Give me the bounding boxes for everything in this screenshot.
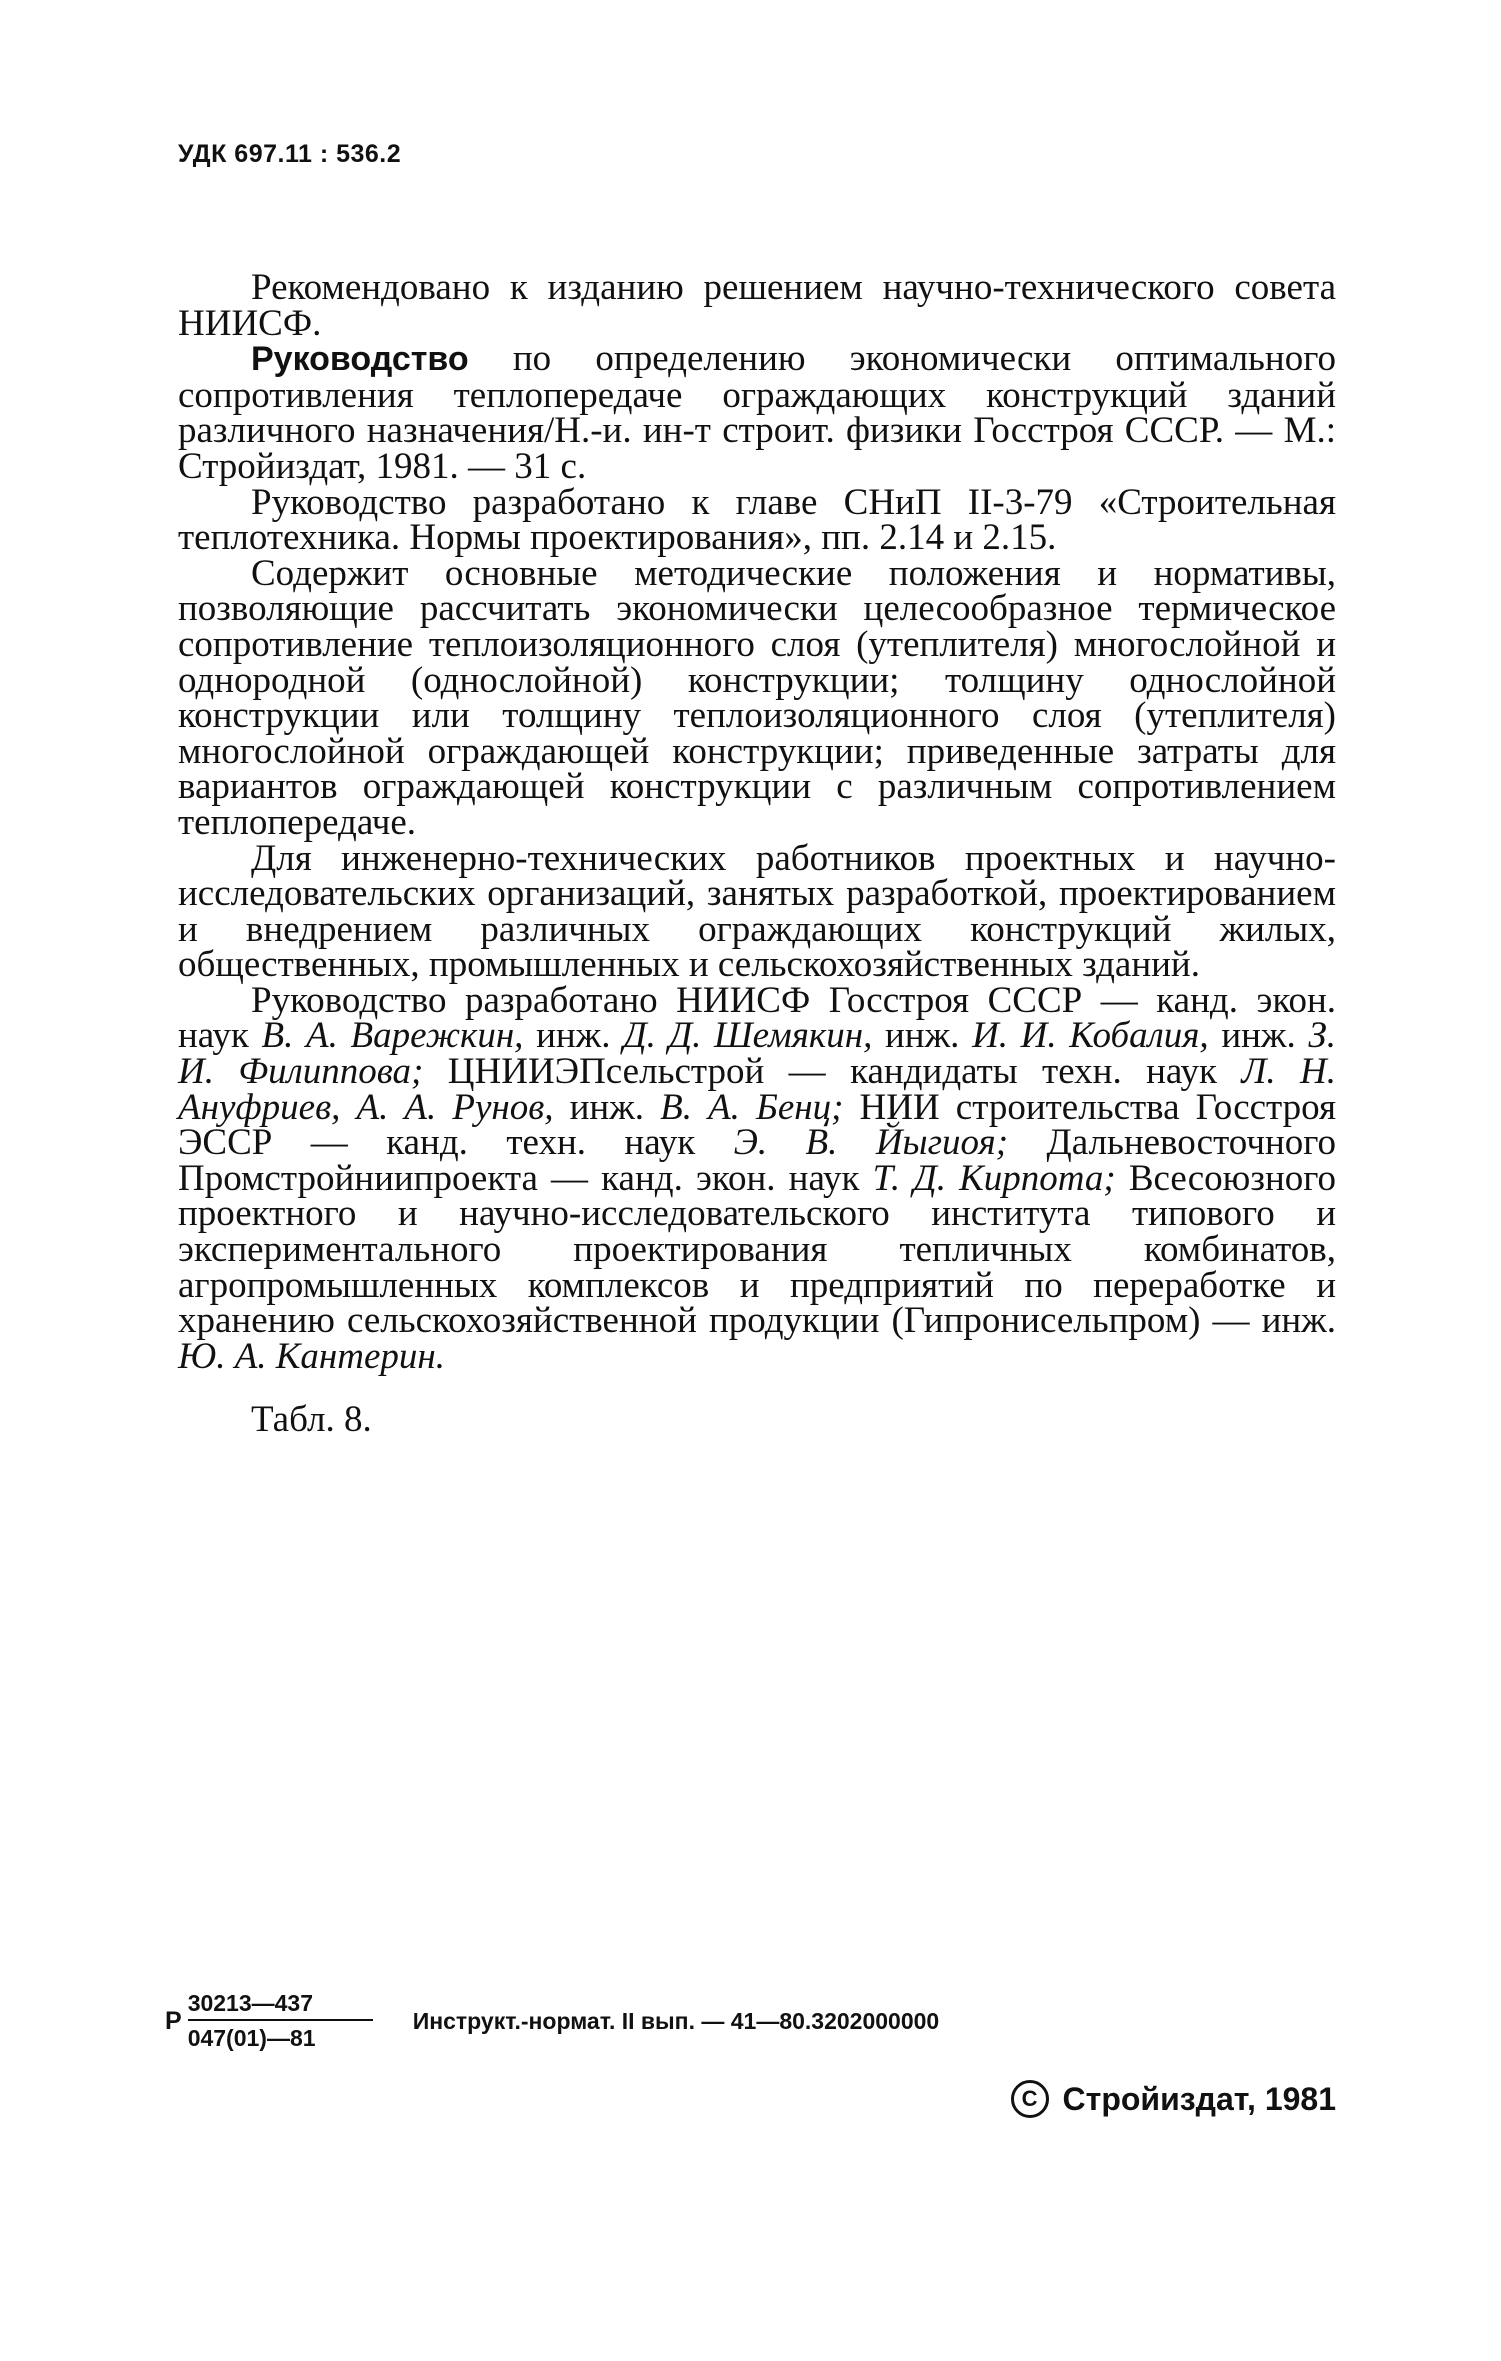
- imprint-denominator: 047(01)—81: [187, 2025, 316, 2051]
- copyright-line: [1011, 2080, 1336, 2118]
- imprint-letter: Р: [165, 2006, 182, 2035]
- developed-for-paragraph: Руководство разработано к главе СНиП II-3-79 «Строительная теплотехника. Нормы проектирования», пп. 2.14 и 2.15.: [178, 481, 1336, 559]
- author-name: Л. Н. Ануфриев, А. А. Рунов,: [178, 1051, 1336, 1128]
- author-name: Т. Д. Кирпота;: [872, 1157, 1116, 1199]
- author-name: В. А. Бенц;: [660, 1086, 844, 1128]
- authors-text: Руководство разработано НИИСФ Госстроя СССР — канд. экон. наук: [178, 979, 1336, 1057]
- bibliographic-paragraph: [178, 338, 1336, 487]
- imprint-text: Инструкт.-нормат. II вып. — 41—80.3202000000: [412, 2007, 940, 2034]
- author-name: Д. Д. Шемякин,: [623, 1015, 873, 1057]
- authors-text: инж.: [553, 1086, 661, 1128]
- imprint-fraction: [188, 1990, 373, 2052]
- author-name: З. И. Филиппова;: [178, 1015, 1336, 1093]
- authors-text: Всесоюзного проектного и научно-исследовательского института типового и экспериментального проектирования тепличных комбинатов, агропромышленных комплексов и предприятий по переработке и хранению сельскохозяйственной продукции (Гипронисельпром) — инж.: [178, 1157, 1336, 1342]
- author-name: В. А. Варежкин,: [261, 1015, 524, 1057]
- authors-text: инж.: [872, 1015, 973, 1057]
- tables-count: Табл. 8.: [251, 1399, 372, 1440]
- imprint-numerator: 30213—437: [188, 1990, 373, 2021]
- recommendation-paragraph: Рекомендовано к изданию решением научно-технического совета НИИСФ.: [178, 267, 1336, 344]
- annotation-text: [178, 267, 1336, 1377]
- copyright-text: Стройиздат, 1981: [1062, 2080, 1336, 2117]
- author-name: Э. В. Йыгиоя;: [733, 1122, 1009, 1164]
- udk-code: УДК 697.11 : 536.2: [178, 140, 402, 168]
- authors-paragraph: [178, 979, 1336, 1377]
- authors-text: инж.: [523, 1015, 624, 1057]
- author-name: Ю. А. Кантерин.: [178, 1335, 445, 1377]
- imprint-line: [165, 1990, 939, 2052]
- book-title-word: Руководство: [251, 340, 469, 379]
- author-name: И. И. Кобалия,: [972, 1015, 1209, 1057]
- copyright-icon: C: [1011, 2080, 1049, 2118]
- audience-paragraph: Для инженерно-технических работников проектных и научно-исследовательских организаций, занятых разработкой, проектированием и внедрением различных ограждающих конструкций жилых, общественных, промышленных и сельскохозяйственных зданий.: [178, 837, 1336, 986]
- authors-text: Дальневосточного Промстройниипроекта — канд. экон. наук: [178, 1122, 1336, 1199]
- authors-text: ЦНИИЭПсельстрой — кандидаты техн. наук: [423, 1051, 1242, 1093]
- bibliographic-description: по определению экономически оптимального сопротивления теплопередаче ограждающих конструкций зданий различного назначения/Н.-и. ин-т строит. физики Госстроя СССР. — М.: Стройиздат, 1981. — 31 с.: [178, 338, 1336, 487]
- authors-text: инж.: [1208, 1015, 1309, 1057]
- authors-text: НИИ строительства Госстроя ЭССР — канд. техн. наук: [178, 1086, 1336, 1164]
- contents-paragraph: Содержит основные методические положения и нормативы, позволяющие рассчитать экономически целесообразное термическое сопротивление теплоизоляционного слоя (утеплителя) многослойной и однородной (однослойной) конструкции; толщину однослойной конструкции или толщину теплоизоляционного слоя (утеплителя) многослойной ограждающей конструкции; приведенные затраты для вариантов ограждающей конструкции с различным сопротивлением теплопередаче.: [178, 552, 1336, 843]
